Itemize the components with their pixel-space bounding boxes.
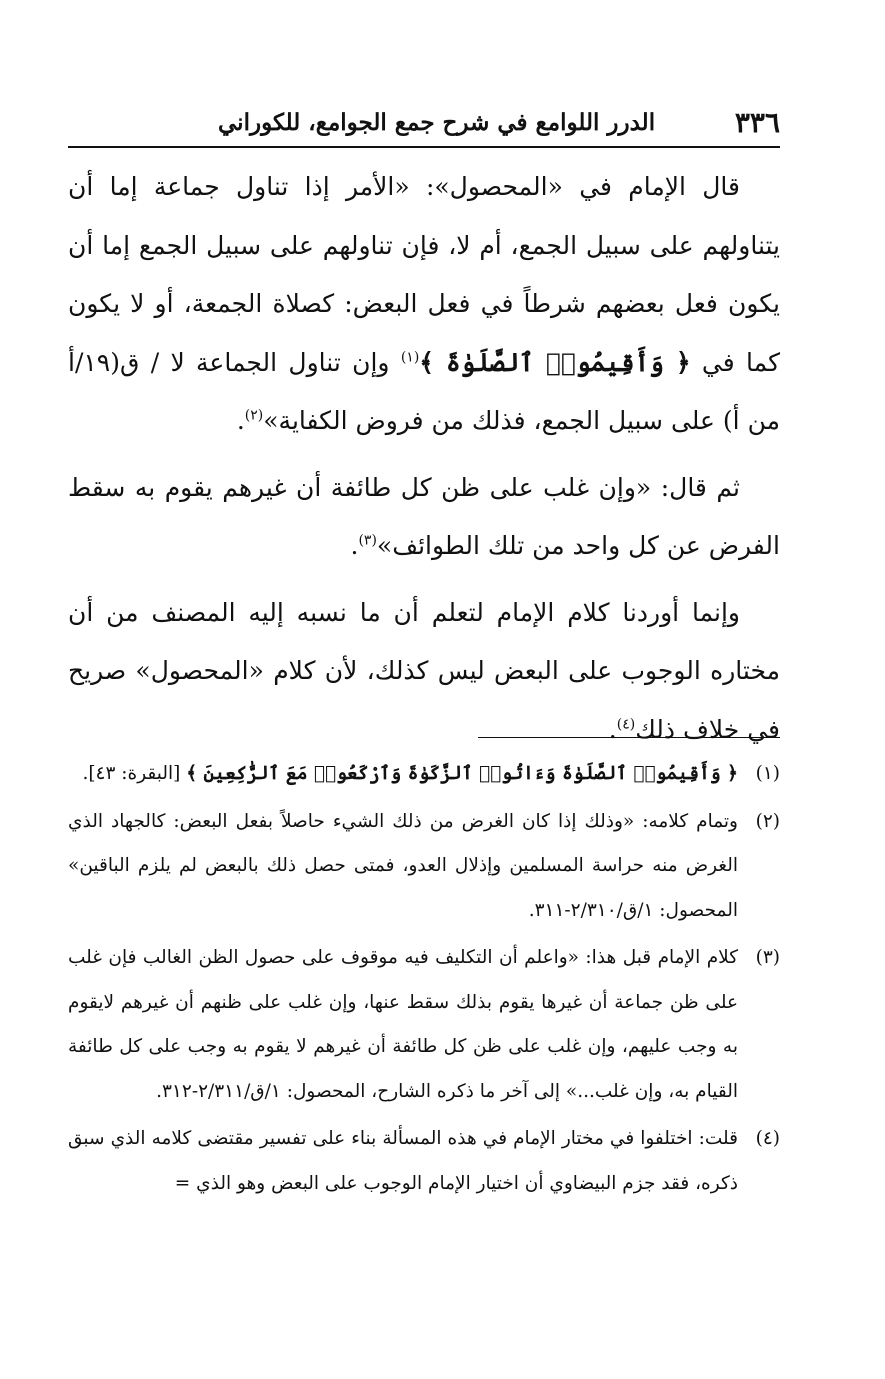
running-title: الدرر اللوامع في شرح جمع الجوامع، للكوراني [218,108,656,136]
paragraph-2 [68,459,780,576]
paragraph-1-continued: وإن تناول الجماعة لا / ق(١٩/أ من أ) على سبيل الجمع، فذلك من فروض الكفاية» [68,347,780,435]
quran-verse: ﴿ وَأَقِيمُوا۟ ٱلصَّلَوٰةَ ﴾ [419,347,691,377]
footnote-number: (٢) [755,810,780,832]
footnote-rule [478,737,780,738]
paragraph-1-text: قال الإمام في «المحصول»: «الأمر إذا تناول جماعة إما أن يتناولهم على سبيل الجمع، أم لا، فإن تناولهم على سبيل الجمع إما أن يكون فعل بعضهم شرطاً في فعل البعض: كصلاة الجمعة، أو لا يكون كما في [68,172,780,377]
footnote-ref-3[interactable]: (٣) [358,532,377,549]
paragraph-3 [68,584,780,760]
header-rule [68,146,780,148]
paragraph-1-end: . [236,406,245,435]
footnote-quran-verse: ﴿ وَأَقِيمُوا۟ ٱلصَّلَوٰةَ وَءَاتُوا۟ ٱلزَّكَوٰةَ وَٱرْكَعُوا۟ مَعَ ٱلرَّٰكِعِينَ ﴾ [186,763,738,784]
footnote-text: كلام الإمام قبل هذا: «واعلم أن التكليف فيه موقوف على حصول الظن الغالب فإن غلب على ظن جماعة أن غيرها يقوم بذلك سقط عنها، وإن غلب على ظنهم أن غيرهم لايقوم به وجب عليهم، وإن غلب على ظن كل طائفة أن غيرهم لا يقوم به وجب على كل طائفة القيام به، وإن غلب...» إلى آخر ما ذكره الشارح، المحصول: ١/ق/٢/٣١١-٣١٢. [68,947,738,1102]
footnote-1 [68,752,780,797]
footnote-number: (١) [755,763,780,784]
footnote-ref-2[interactable]: (٢) [244,407,264,424]
paragraph-2-text: ثم قال: «وإن غلب على ظن كل طائفة أن غيرهم يقوم به سقط الفرض عن كل واحد من تلك الطوائف» [68,472,780,560]
paragraph-1 [68,158,780,451]
footnote-text: قلت: اختلفوا في مختار الإمام في هذه المسألة بناء على تفسير مقتضى كلامه الذي سبق ذكره، فقد جزم البيضاوي أن اختيار الإمام الوجوب على البعض وهو الذي = [68,1128,738,1194]
paragraph-3-end: . [608,714,617,744]
footnotes [68,752,780,1209]
footnote-number: (٤) [755,1128,780,1149]
footnote-4 [68,1117,780,1206]
footnote-2 [68,800,780,934]
page-number: ٣٣٦ [734,105,780,139]
footnote-text: وتمام كلامه: «وذلك إذا كان الغرض من ذلك الشيء حاصلاً بفعل البعض: كالجهاد الذي الغرض منه حراسة المسلمين وإذلال العدو، فمتى حصل ذلك بالبعض لم يلزم الباقين» المحصول: ١/ق/٢/٣١٠-٣١١. [68,810,738,921]
footnote-3 [68,936,780,1114]
paragraph-2-end: . [350,531,359,560]
main-text [68,158,780,767]
footnote-number: (٣) [755,947,780,968]
paragraph-3-text: وإنما أوردنا كلام الإمام لتعلم أن ما نسبه إليه المصنف من أن مختاره الوجوب على البعض ليس كذلك، لأن كلام «المحصول» صريح في خلاف ذلك [68,597,780,744]
footnote-ref-4[interactable]: (٤) [616,716,636,733]
footnote-text: [البقرة: ٤٣]. [82,763,181,784]
footnote-ref-1[interactable]: (١) [400,349,420,366]
page-header [68,100,780,144]
